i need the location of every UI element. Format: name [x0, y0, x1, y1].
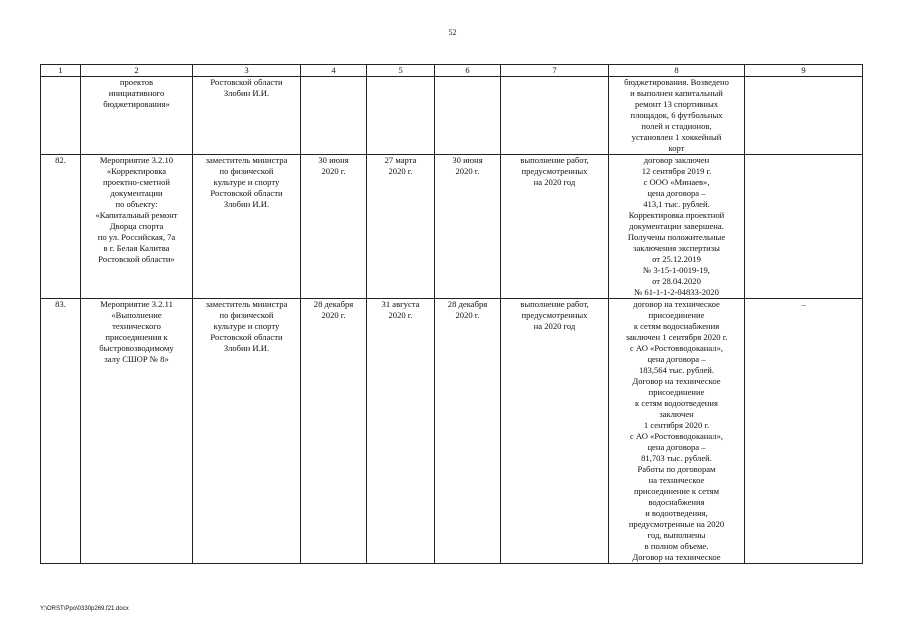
cell-date-start: 31 августа 2020 г.	[367, 299, 435, 564]
cell-responsible: заместитель министра по физической культуре и спорту Ростовской области Злобин И.И.	[193, 299, 301, 564]
cell-result-actual: бюджетирования. Возведено и выполнен капитальный ремонт 13 спортивных площадок, 6 футбольных полей и стадионов, установлен 1 хоккейный корт	[609, 77, 745, 155]
cell-date-start	[367, 77, 435, 155]
column-header: 1	[41, 65, 81, 77]
cell-result-actual: договор на техническое присоединение к сетям водоснабжения заключен 1 сентября 2020 г. с АО «Ростовводоканал», цена договора – 183,564 тыс. рублей. Договор на техническое присоединение к сетям водоотведения заключен 1 сентября 2020 г. с АО «Ростовводоканал», цена договора – 81,703 тыс. рублей. Работы по договорам на техническое присоединение к сетям водоснабжения и водоотведения, предусмотренные на 2020 год, выполнены в полном объеме. Договор на техническое	[609, 299, 745, 564]
cell-note	[745, 155, 863, 299]
cell-result-expected	[501, 77, 609, 155]
cell-event: проектов инициативного бюджетирования»	[81, 77, 193, 155]
column-header: 3	[193, 65, 301, 77]
cell-date-end	[435, 77, 501, 155]
page-number: 52	[448, 28, 457, 37]
cell-result-actual: договор заключен 12 сентября 2019 г. с ООО «Минаев», цена договора – 413,1 тыс. рублей. Корректировка проектной документации завершена. Получены положительные заключения экспертизы от 25.12.2019 № 3-15-1-0019-19, от 28.04.2020 № 61-1-1-2-04833-2020	[609, 155, 745, 299]
cell-date-end: 30 июня 2020 г.	[435, 155, 501, 299]
cell-date-plan	[301, 77, 367, 155]
cell-note	[745, 77, 863, 155]
cell-result-expected: выполнение работ, предусмотренных на 2020 год	[501, 155, 609, 299]
cell-num: 82.	[41, 155, 81, 299]
cell-date-start: 27 марта 2020 г.	[367, 155, 435, 299]
column-header: 7	[501, 65, 609, 77]
column-header: 4	[301, 65, 367, 77]
cell-event: Мероприятие 3.2.11 «Выполнение технического присоединения к быстровозводимому залу СШОР № 8»	[81, 299, 193, 564]
cell-num: 83.	[41, 299, 81, 564]
column-header: 9	[745, 65, 863, 77]
cell-date-plan: 30 июня 2020 г.	[301, 155, 367, 299]
file-path-footer: Y:\ORST\Ppo\0330p269.f21.docx	[40, 606, 129, 612]
table-row	[41, 155, 863, 299]
table-row-continuation	[41, 77, 863, 155]
table-row	[41, 299, 863, 564]
column-header: 2	[81, 65, 193, 77]
column-header: 8	[609, 65, 745, 77]
cell-responsible: заместитель министра по физической культуре и спорту Ростовской области Злобин И.И.	[193, 155, 301, 299]
cell-result-expected: выполнение работ, предусмотренных на 2020 год	[501, 299, 609, 564]
cell-event: Мероприятие 3.2.10 «Корректировка проектно-сметной документации по объекту: «Капитальный ремонт Дворца спорта по ул. Российская, 7а в г. Белая Калитва Ростовской области»	[81, 155, 193, 299]
cell-responsible: Ростовской области Злобин И.И.	[193, 77, 301, 155]
cell-note: –	[745, 299, 863, 564]
column-header: 6	[435, 65, 501, 77]
cell-date-end: 28 декабря 2020 г.	[435, 299, 501, 564]
column-header: 5	[367, 65, 435, 77]
table-header-row	[41, 65, 863, 77]
events-table	[40, 64, 863, 564]
cell-num	[41, 77, 81, 155]
cell-date-plan: 28 декабря 2020 г.	[301, 299, 367, 564]
